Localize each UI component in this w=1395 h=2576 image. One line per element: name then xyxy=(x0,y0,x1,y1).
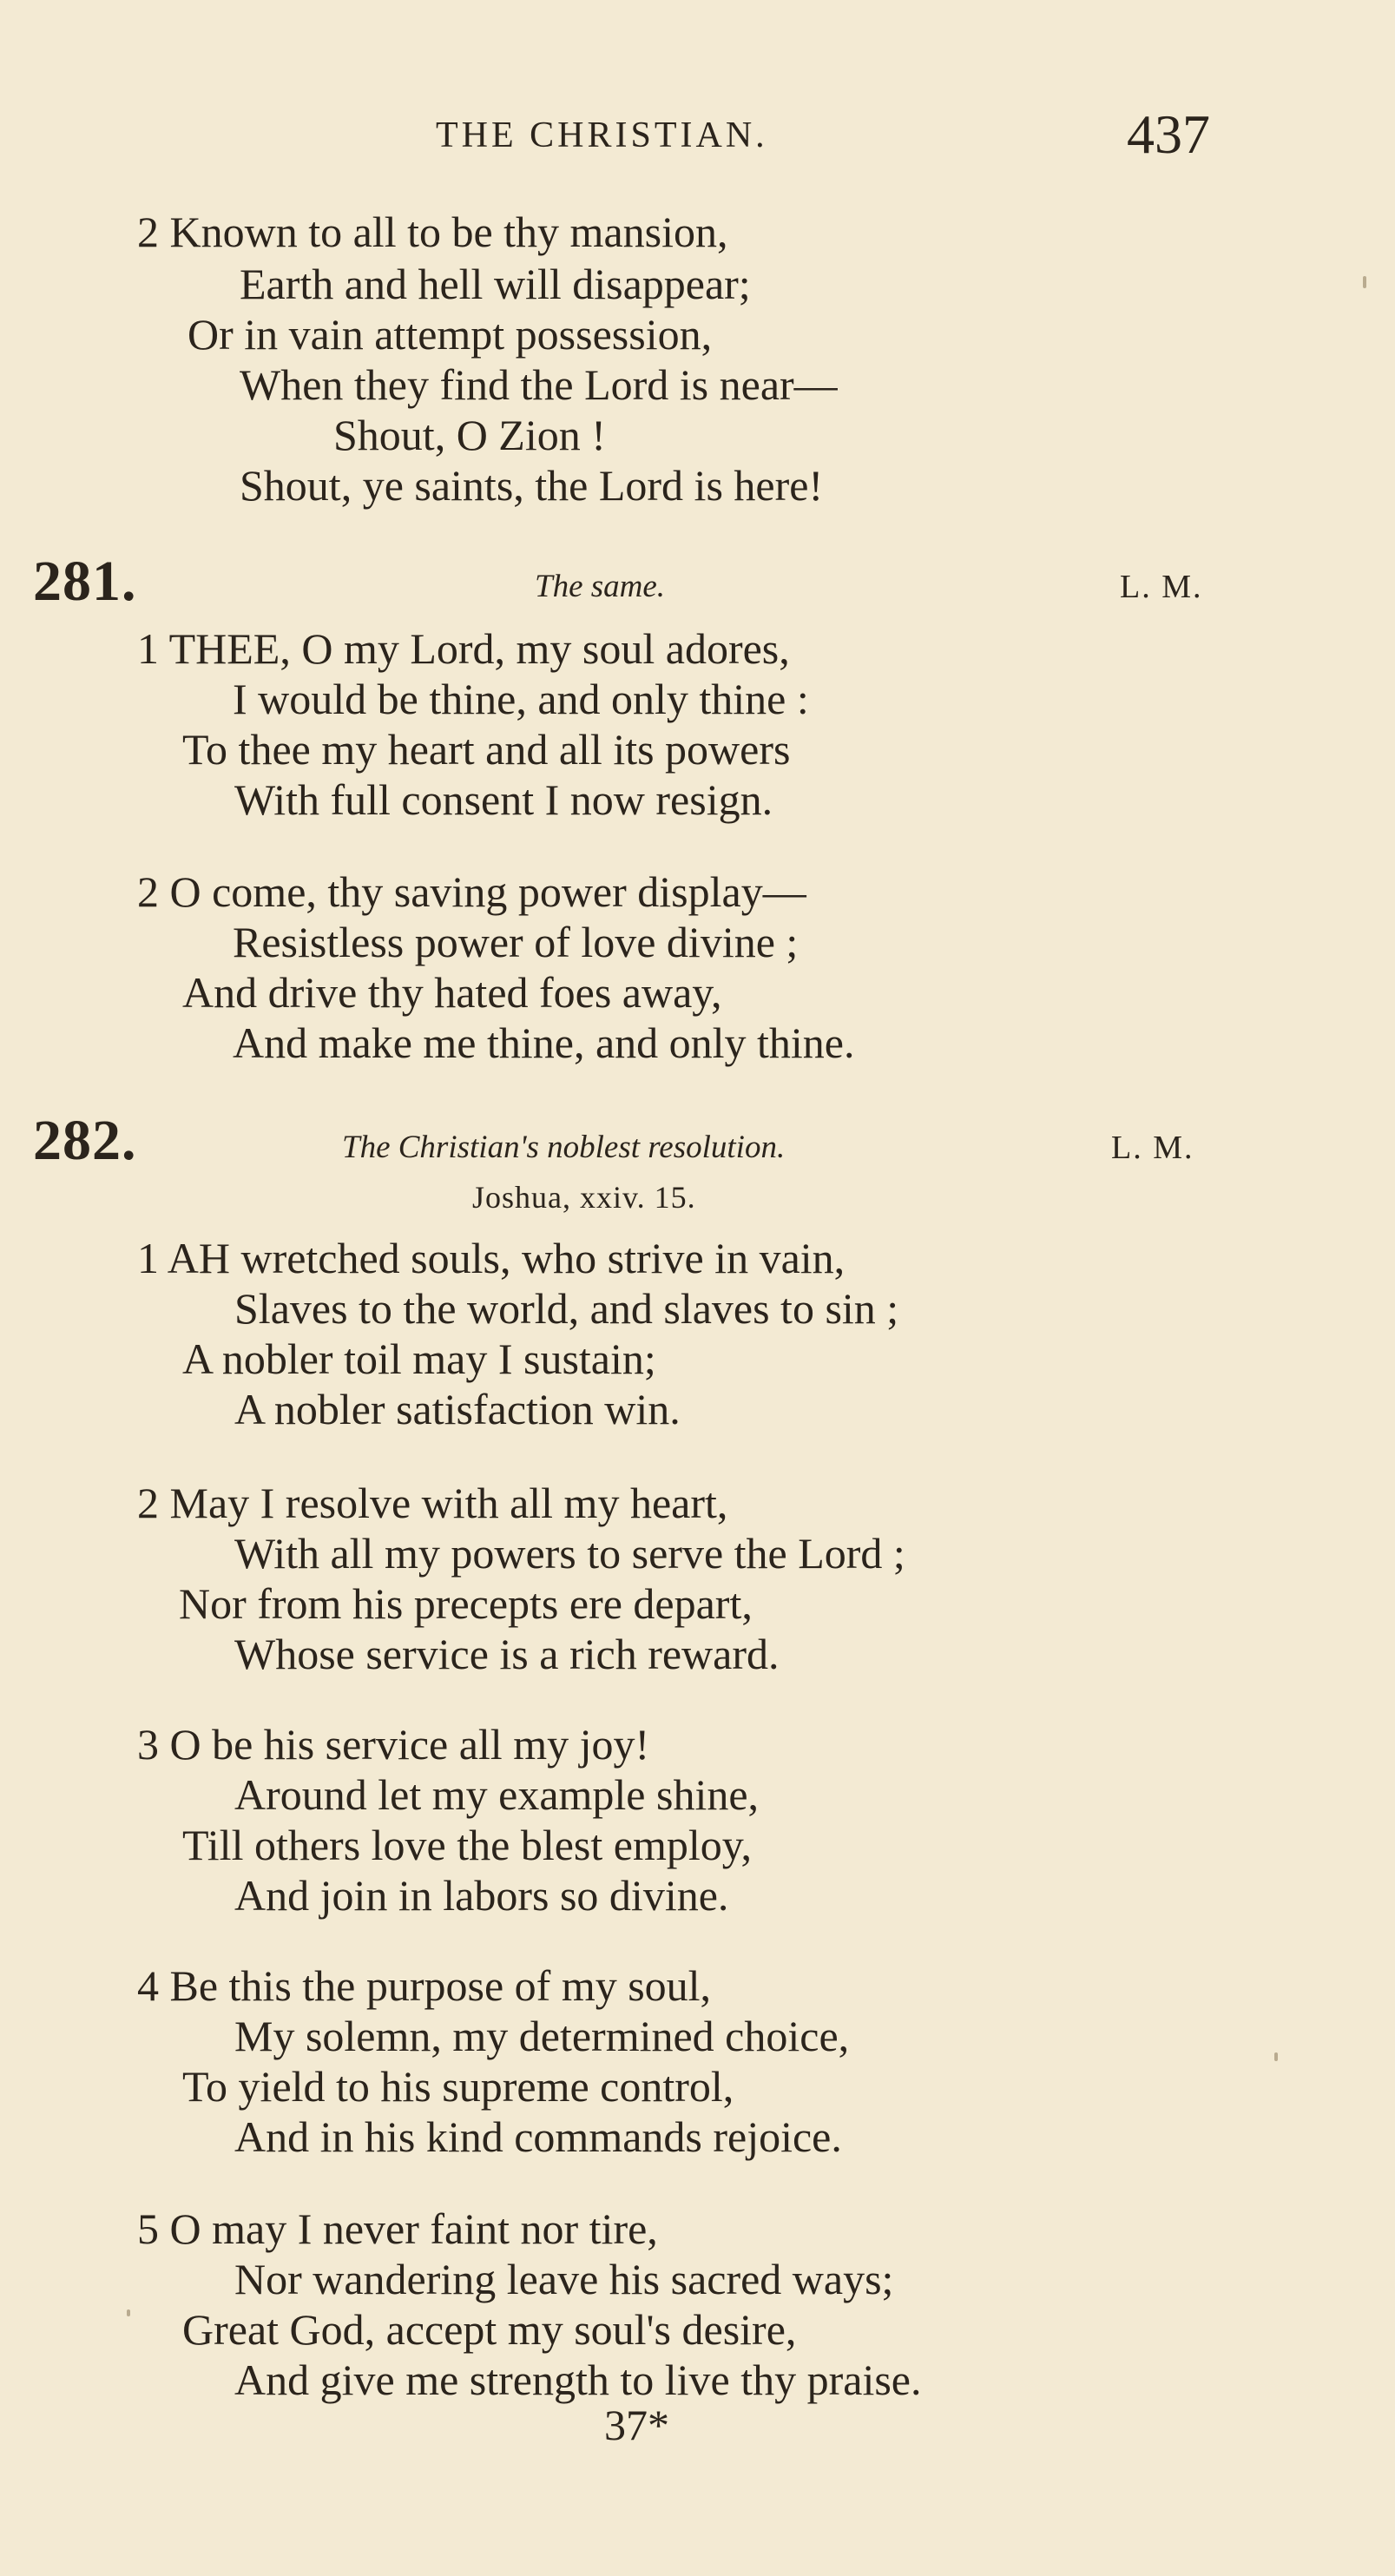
verse-line: When they find the Lord is near— xyxy=(240,360,838,409)
verse-line: To thee my heart and all its powers xyxy=(182,725,791,774)
verse-line: 5 O may I never faint nor tire, xyxy=(137,2204,658,2253)
verse-line: And make me thine, and only thine. xyxy=(233,1018,855,1067)
running-head: THE CHRISTIAN. xyxy=(436,115,768,155)
verse-line: My solemn, my determined choice, xyxy=(234,2012,850,2060)
hymn-number: 282. xyxy=(33,1109,137,1172)
verse-line: 2 May I resolve with all my heart, xyxy=(137,1479,728,1527)
verse-line: 1 THEE, O my Lord, my soul adores, xyxy=(137,624,790,673)
verse-line: Shout, O Zion ! xyxy=(333,411,606,459)
verse-line: 2 O come, thy saving power display— xyxy=(137,867,806,916)
hymn-meter: L. M. xyxy=(1111,1130,1194,1166)
verse-line: 3 O be his service all my joy! xyxy=(137,1720,650,1769)
verse-line: Around let my example shine, xyxy=(234,1770,760,1819)
scripture-reference: Joshua, xxiv. 15. xyxy=(472,1180,696,1215)
verse-line: Resistless power of love divine ; xyxy=(233,918,799,966)
verse-line: Nor from his precepts ere depart, xyxy=(179,1579,753,1628)
verse-line: 2 Known to all to be thy mansion, xyxy=(137,208,728,256)
hymn-title: The same. xyxy=(535,569,666,604)
hymn-title: The Christian's noblest resolution. xyxy=(342,1130,786,1165)
verse-line: 1 AH wretched souls, who strive in vain, xyxy=(137,1234,846,1282)
verse-line: Shout, ye saints, the Lord is here! xyxy=(240,461,824,510)
verse-line: Great God, accept my soul's desire, xyxy=(182,2305,797,2354)
verse-line: Earth and hell will disappear; xyxy=(240,260,751,308)
verse-line: A nobler toil may I sustain; xyxy=(182,1334,656,1383)
verse-line: Or in vain attempt possession, xyxy=(188,310,713,359)
hymn-meter: L. M. xyxy=(1120,569,1203,605)
verse-line: With all my powers to serve the Lord ; xyxy=(234,1529,905,1578)
verse-line: With full consent I now resign. xyxy=(234,775,773,824)
paper-speck xyxy=(1274,2052,1278,2061)
verse-line: I would be thine, and only thine : xyxy=(233,675,809,723)
verse-line: And join in labors so divine. xyxy=(234,1871,729,1920)
verse-line: To yield to his supreme control, xyxy=(182,2062,734,2111)
verse-line: And give me strength to live thy praise. xyxy=(234,2355,922,2404)
verse-line: And in his kind commands rejoice. xyxy=(234,2112,842,2161)
verse-line: A nobler satisfaction win. xyxy=(234,1385,681,1433)
verse-line: 4 Be this the purpose of my soul, xyxy=(137,1961,712,2010)
verse-line: Whose service is a rich reward. xyxy=(234,1630,780,1678)
paper-speck xyxy=(127,2309,130,2316)
verse-line: Slaves to the world, and slaves to sin ; xyxy=(234,1284,899,1333)
paper-speck xyxy=(1363,276,1366,288)
verse-line: Nor wandering leave his sacred ways; xyxy=(234,2255,894,2303)
hymn-number: 281. xyxy=(33,550,137,613)
page-number: 437 xyxy=(1127,103,1210,165)
verse-line: And drive thy hated foes away, xyxy=(182,968,722,1017)
verse-line: Till others love the blest employ, xyxy=(182,1821,752,1869)
signature-mark: 37* xyxy=(604,2401,669,2449)
